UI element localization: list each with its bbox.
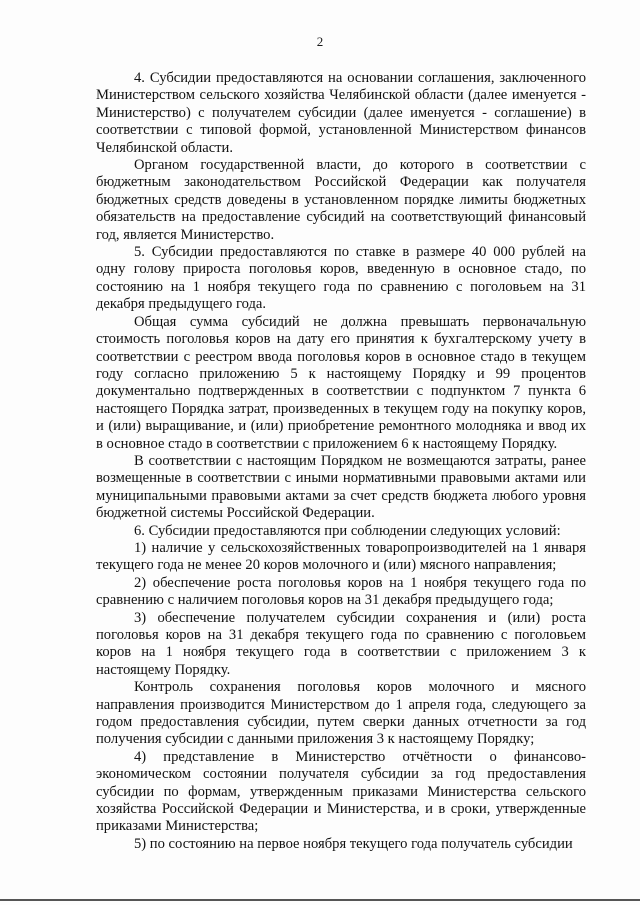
scan-bottom-edge — [0, 899, 640, 901]
paragraph-clause-5: 5. Субсидии предоставляются по ставке в размере 40 000 рублей на одну голову прироста поголовья коров, введенную в основное стадо, по состоянию на 1 ноября текущего года по сравнению с поголовьем на 31 декабря предыдущего года. — [96, 244, 586, 313]
paragraph-control: Контроль сохранения поголовья коров молочного и мясного направления производится Министерством до 1 апреля года, следующего за годом предоставления субсидии, путем сверки данных отчетности за год получения субсидии с данными приложения 3 к настоящему Порядку; — [96, 679, 586, 748]
paragraph-condition-3: 3) обеспечение получателем субсидии сохранения и (или) роста поголовья коров на 31 декабря текущего года по сравнению с поголовьем коров на 1 ноября текущего года в соответствии с приложением 3 к настоящему Порядку. — [96, 609, 586, 678]
paragraph-condition-5: 5) по состоянию на первое ноября текущего года получатель субсидии — [134, 835, 573, 852]
paragraph-total-sum: Общая сумма субсидий не должна превышать первоначальную стоимость поголовья коров на дату его принятия к бухгалтерскому учету в соответствии с реестром ввода поголовья коров в основное стадо в текущем году согласно приложению 5 к настоящему Порядку и 99 процентов документально подтвержденных в соответствии с подпунктом 7 пункта 6 настоящего Порядка затрат, произведенных в текущем году на покупку коров, и (или) выращивание, и (или) приобретение ремонтного молодняка и ввод их в основное стадо в соответствии с приложением 6 к настоящему Порядку. — [96, 313, 586, 452]
paragraph-clause-4: 4. Субсидии предоставляются на основании соглашения, заключенного Министерством сельского хозяйства Челябинской области (далее именуется - Министерство) с получателем субсидии (далее именуется - соглашение) в соответствии с типовой формой, установленной Министерством финансов Челябинской области. — [96, 70, 586, 156]
paragraph-clause-6: 6. Субсидии предоставляются при соблюдении следующих условий: — [134, 522, 561, 539]
document-body — [96, 70, 586, 853]
paragraph-condition-4: 4) представление в Министерство отчётности о финансово-экономическом состоянии получателя субсидии за год предоставления субсидии по формам, утвержденным приказами Министерства сельского хозяйства Российской Федерации и Министерства, и в сроки, утвержденные приказами Министерства; — [96, 748, 586, 835]
paragraph-authority: Органом государственной власти, до которого в соответствии с бюджетным законодательством Российской Федерации как получателя бюджетных средств доведены в установленном порядке лимиты бюджетных обязательств на предоставление субсидий на соответствующий финансовый год, является Министерство. — [96, 157, 586, 243]
paragraph-condition-2: 2) обеспечение роста поголовья коров на 1 ноября текущего года по сравнению с наличием поголовья коров на 31 декабря предыдущего года; — [96, 574, 586, 609]
page-number: 2 — [316, 34, 324, 49]
paragraph-not-reimbursed: В соответствии с настоящим Порядком не возмещаются затраты, ранее возмещенные в соответствии с иными нормативными правовыми актами или муниципальными правовыми актами за счет средств бюджета любого уровня бюджетной системы Российской Федерации. — [96, 452, 586, 522]
paragraph-condition-1: 1) наличие у сельскохозяйственных товаропроизводителей на 1 января текущего года не менее 20 коров молочного и (или) мясного направления; — [96, 539, 586, 574]
